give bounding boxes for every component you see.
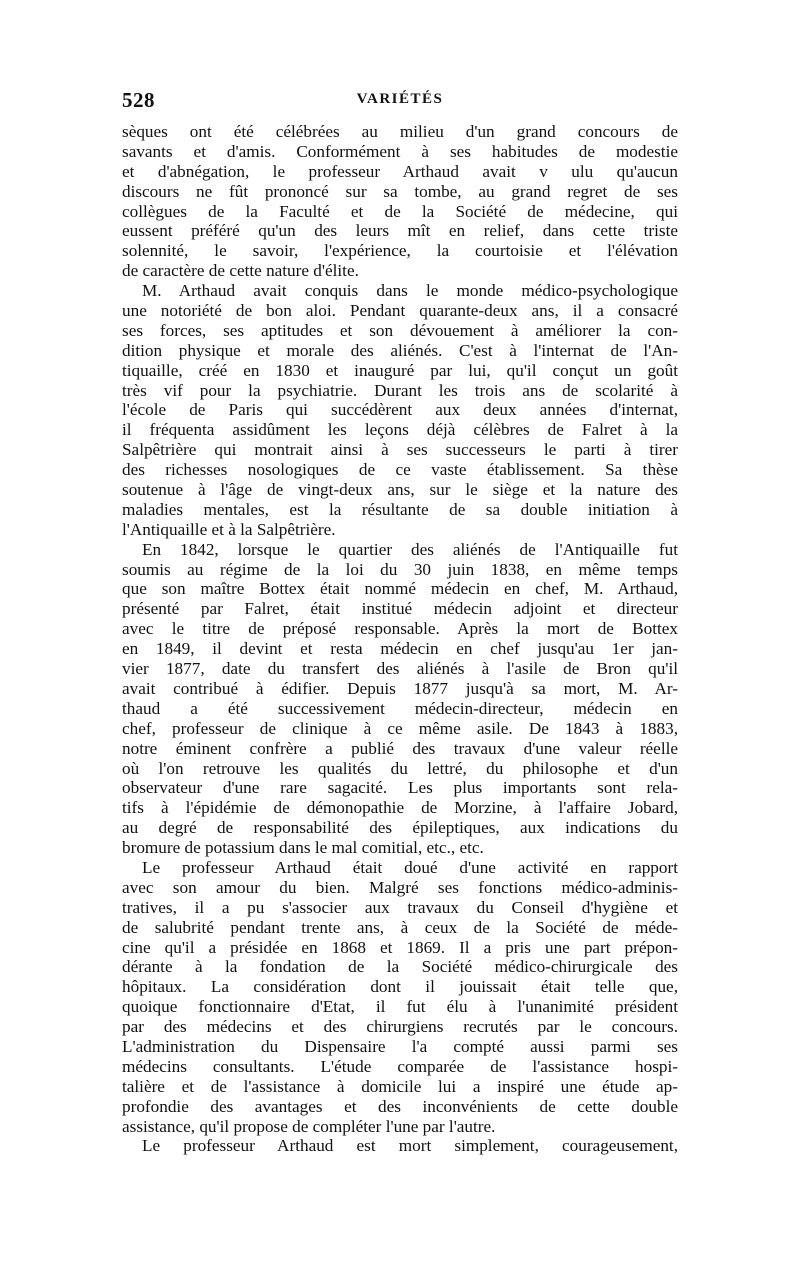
text-line: et d'abnégation, le professeur Arthaud avait v ulu qu'aucun xyxy=(122,161,678,181)
text-line: talière et de l'assistance à domicile lui a inspiré une étude ap- xyxy=(122,1076,678,1096)
text-line: quoique fonctionnaire d'Etat, il fut élu à l'unanimité président xyxy=(122,997,678,1017)
text-line: au degré de responsabilité des épileptiques, aux indications du xyxy=(122,818,678,838)
text-line: où l'on retrouve les qualités du lettré, du philosophe et d'un xyxy=(122,758,678,778)
text-line: L'administration du Dispensaire l'a compté aussi parmi ses xyxy=(122,1036,678,1056)
text-line: collègues de la Faculté et de la Société de médecine, qui xyxy=(122,201,678,221)
text-line: Salpêtrière qui montrait ainsi à ses successeurs le parti à tirer xyxy=(122,440,678,460)
text-line: avec le titre de préposé responsable. Après la mort de Bottex xyxy=(122,619,678,639)
text-line: soumis au régime de la loi du 30 juin 1838, en même temps xyxy=(122,559,678,579)
running-title: VARIÉTÉS xyxy=(356,91,444,107)
text-line: en 1849, il devint et resta médecin en chef jusqu'au 1er jan- xyxy=(122,639,678,659)
text-line: maladies mentales, est la résultante de sa double initiation à xyxy=(122,499,678,519)
text-line: M. Arthaud avait conquis dans le monde médico-psychologique xyxy=(142,281,678,301)
text-line: Le professeur Arthaud était doué d'une activité en rapport xyxy=(142,857,678,877)
text-line: profondie des avantages et des inconvénients de cette double xyxy=(122,1096,678,1116)
text-line: des richesses nosologiques de ce vaste établissement. Sa thèse xyxy=(122,460,678,480)
text-line: médecins consultants. L'étude comparée de l'assistance hospi- xyxy=(122,1056,678,1076)
text-line: eussent préféré qu'un des leurs mît en relief, dans cette triste xyxy=(122,221,678,241)
text-line: cine qu'il a présidée en 1868 et 1869. Il a pris une part prépon- xyxy=(122,937,678,957)
text-line: l'Antiquaille et à la Salpêtrière. xyxy=(122,519,336,539)
text-line: En 1842, lorsque le quartier des aliénés de l'Antiquaille fut xyxy=(142,539,678,559)
text-line: chef, professeur de clinique à ce même asile. De 1843 à 1883, xyxy=(122,718,678,738)
text-line: de caractère de cette nature d'élite. xyxy=(122,261,359,281)
text-line: discours ne fût prononcé sur sa tombe, au grand regret de ses xyxy=(122,181,678,201)
text-line: hôpitaux. La considération dont il jouissait était telle que, xyxy=(122,977,678,997)
text-line: notre éminent confrère a publié des travaux d'une valeur réelle xyxy=(122,738,678,758)
text-line: que son maître Bottex était nommé médecin en chef, M. Arthaud, xyxy=(122,579,678,599)
text-line: thaud a été successivement médecin-directeur, médecin en xyxy=(122,698,678,718)
page-number: 528 xyxy=(122,88,155,112)
text-line: dérante à la fondation de la Société médico-chirurgicale des xyxy=(122,957,678,977)
body-text xyxy=(122,122,678,1156)
text-line: présenté par Falret, était institué médecin adjoint et directeur xyxy=(122,599,678,619)
text-line: tifs à l'épidémie de démonopathie de Morzine, à l'affaire Jobard, xyxy=(122,798,678,818)
text-line: soutenue à l'âge de vingt-deux ans, sur le siège et la nature des xyxy=(122,480,678,500)
text-line: observateur d'une rare sagacité. Les plus importants sont rela- xyxy=(122,778,678,798)
text-line: ses forces, ses aptitudes et son dévouement à améliorer la con- xyxy=(122,320,678,340)
text-line: une notoriété de bon aloi. Pendant quarante-deux ans, il a consacré xyxy=(122,301,678,321)
text-line: avait contribué à édifier. Depuis 1877 jusqu'à sa mort, M. Ar- xyxy=(122,678,678,698)
text-line: solennité, le savoir, l'expérience, la courtoisie et l'élévation xyxy=(122,241,678,261)
page-header xyxy=(122,88,678,118)
text-line: très vif pour la psychiatrie. Durant les trois ans de scolarité à xyxy=(122,380,678,400)
text-line: tratives, il a pu s'associer aux travaux du Conseil d'hygiène et xyxy=(122,897,678,917)
text-line: dition physique et morale des aliénés. C'est à l'internat de l'An- xyxy=(122,340,678,360)
text-line: sèques ont été célébrées au milieu d'un grand concours de xyxy=(122,122,678,141)
text-line: assistance, qu'il propose de compléter l'une par l'autre. xyxy=(122,1116,496,1136)
text-line: vier 1877, date du transfert des aliénés à l'asile de Bron qu'il xyxy=(122,659,678,679)
text-line: de salubrité pendant trente ans, à ceux de la Société de méde- xyxy=(122,917,678,937)
text-line: savants et d'amis. Conformément à ses habitudes de modestie xyxy=(122,141,678,161)
text-line: Le professeur Arthaud est mort simplement, courageusement, xyxy=(142,1136,678,1156)
text-line: tiquaille, créé en 1830 et inauguré par lui, qu'il conçut un goût xyxy=(122,360,678,380)
text-line: avec son amour du bien. Malgré ses fonctions médico-adminis- xyxy=(122,877,678,897)
text-line: par des médecins et des chirurgiens recrutés par le concours. xyxy=(122,1017,678,1037)
text-line: l'école de Paris qui succédèrent aux deux années d'internat, xyxy=(122,400,678,420)
text-line: bromure de potassium dans le mal comitial, etc., etc. xyxy=(122,838,484,858)
text-line: il fréquenta assidûment les leçons déjà célèbres de Falret à la xyxy=(122,420,678,440)
